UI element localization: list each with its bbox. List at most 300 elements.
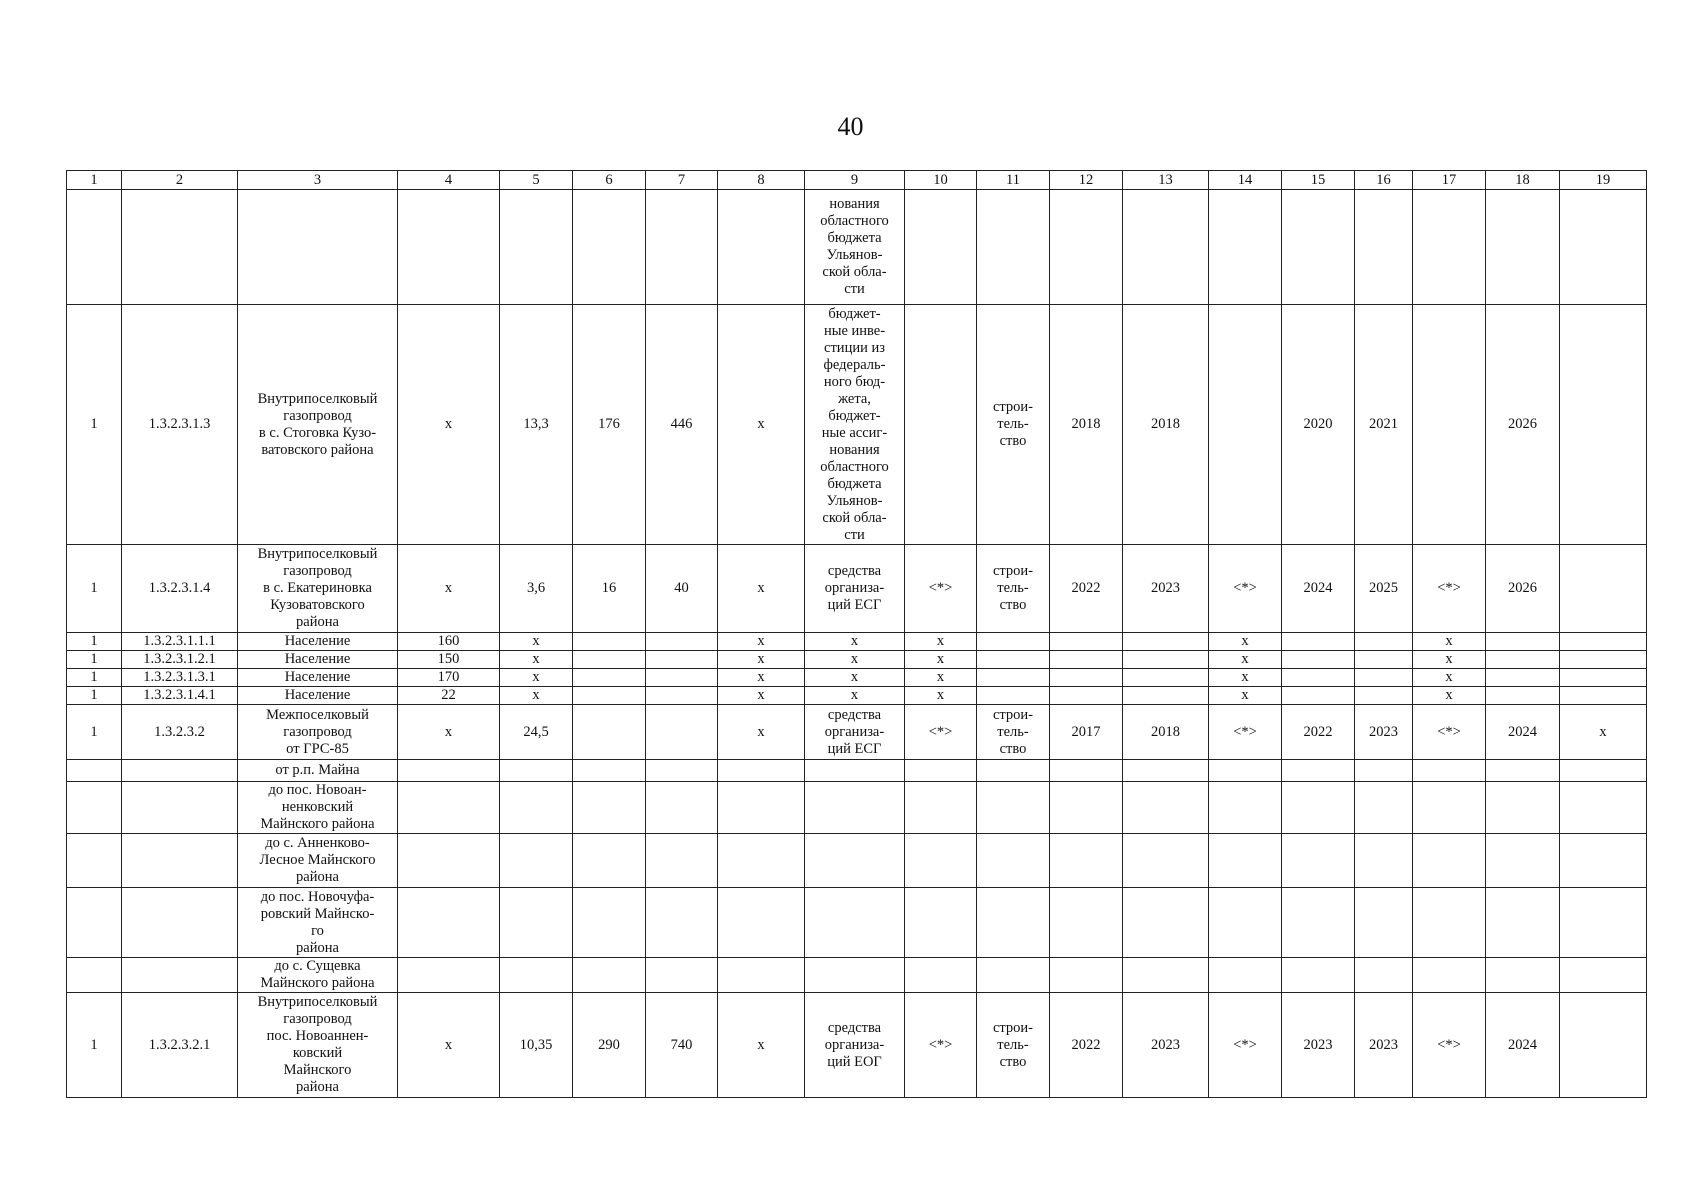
table-cell: [1209, 305, 1282, 545]
table-cell: <*>: [905, 545, 977, 633]
column-header: 19: [1560, 171, 1647, 190]
table-cell: [905, 190, 977, 305]
table-cell: [500, 888, 573, 958]
table-cell: [905, 834, 977, 888]
table-cell: 290: [573, 993, 646, 1098]
table-cell: [1560, 687, 1647, 705]
table-cell: [1355, 958, 1413, 993]
column-header: 9: [805, 171, 905, 190]
table-cell: [646, 834, 718, 888]
table-cell: [977, 888, 1050, 958]
table-cell: 2025: [1355, 545, 1413, 633]
table-cell: <*>: [1413, 705, 1486, 760]
table-cell: [646, 687, 718, 705]
table-cell: [1413, 190, 1486, 305]
table-cell: Население: [238, 651, 398, 669]
table-cell: [573, 687, 646, 705]
table-cell: [1282, 888, 1355, 958]
table-cell: <*>: [1413, 993, 1486, 1098]
table-cell: [122, 782, 238, 834]
table-cell: [1560, 888, 1647, 958]
table-cell: 2024: [1486, 705, 1560, 760]
column-header: 14: [1209, 171, 1282, 190]
table-cell: [1560, 669, 1647, 687]
table-cell: [1050, 669, 1123, 687]
table-cell: средства организа- ций ЕСГ: [805, 705, 905, 760]
table-cell: [1123, 760, 1209, 782]
table-cell: [1413, 888, 1486, 958]
table-cell: [977, 760, 1050, 782]
table-cell: [1123, 834, 1209, 888]
table-cell: [573, 888, 646, 958]
column-header: 6: [573, 171, 646, 190]
table-cell: х: [500, 633, 573, 651]
table-cell: 1: [67, 633, 122, 651]
column-header: 2: [122, 171, 238, 190]
table-cell: 2024: [1486, 993, 1560, 1098]
table-cell: [67, 760, 122, 782]
table-cell: 2022: [1050, 993, 1123, 1098]
table-cell: [1355, 687, 1413, 705]
table-cell: х: [805, 651, 905, 669]
table-cell: [1209, 834, 1282, 888]
table-cell: средства организа- ций ЕОГ: [805, 993, 905, 1098]
table-cell: [977, 651, 1050, 669]
table-cell: [1050, 834, 1123, 888]
table-cell: х: [500, 651, 573, 669]
table-cell: х: [1209, 669, 1282, 687]
table-row: [67, 687, 1647, 705]
table-cell: 1.3.2.3.1.4: [122, 545, 238, 633]
table-cell: строи- тель- ство: [977, 545, 1050, 633]
table-cell: [1355, 651, 1413, 669]
table-cell: Население: [238, 633, 398, 651]
table-cell: 24,5: [500, 705, 573, 760]
table-cell: [805, 782, 905, 834]
table-cell: [905, 888, 977, 958]
table-cell: [1560, 305, 1647, 545]
table-cell: 2022: [1282, 705, 1355, 760]
table-cell: [500, 834, 573, 888]
table-cell: <*>: [905, 993, 977, 1098]
table-cell: [1355, 633, 1413, 651]
table-cell: [805, 888, 905, 958]
table-cell: [1282, 687, 1355, 705]
table-cell: [1050, 958, 1123, 993]
table-cell: строи- тель- ство: [977, 305, 1050, 545]
column-header: 12: [1050, 171, 1123, 190]
column-header: 1: [67, 171, 122, 190]
table-cell: х: [718, 545, 805, 633]
table-cell: 2023: [1123, 993, 1209, 1098]
table-cell: х: [905, 651, 977, 669]
table-cell: [398, 958, 500, 993]
table-cell: [646, 782, 718, 834]
table-cell: х: [1560, 705, 1647, 760]
column-header: 10: [905, 171, 977, 190]
table-cell: [500, 190, 573, 305]
table-cell: [1560, 993, 1647, 1098]
table-cell: 150: [398, 651, 500, 669]
data-table: [66, 170, 1647, 1098]
table-cell: <*>: [905, 705, 977, 760]
table-cell: [646, 705, 718, 760]
table-cell: х: [905, 633, 977, 651]
table-cell: [1486, 687, 1560, 705]
table-cell: [1560, 834, 1647, 888]
table-cell: [1355, 190, 1413, 305]
column-header: 11: [977, 171, 1050, 190]
table-cell: [573, 633, 646, 651]
table-cell: [1560, 651, 1647, 669]
table-cell: [573, 834, 646, 888]
table-cell: до пос. Новочуфа- ровский Майнско- го района: [238, 888, 398, 958]
table-row: [67, 669, 1647, 687]
table-cell: средства организа- ций ЕСГ: [805, 545, 905, 633]
table-cell: 2023: [1282, 993, 1355, 1098]
table-cell: [718, 760, 805, 782]
table-cell: х: [1209, 651, 1282, 669]
table-cell: [805, 760, 905, 782]
table-cell: 13,3: [500, 305, 573, 545]
table-cell: [1050, 190, 1123, 305]
table-cell: [905, 958, 977, 993]
table-cell: [646, 633, 718, 651]
table-cell: Внутрипоселковый газопровод в с. Стоговка Кузо- ватовского района: [238, 305, 398, 545]
table-cell: 3,6: [500, 545, 573, 633]
column-header: 18: [1486, 171, 1560, 190]
table-cell: [500, 958, 573, 993]
table-cell: до с. Сущевка Майнского района: [238, 958, 398, 993]
table-cell: 2023: [1123, 545, 1209, 633]
column-header: 7: [646, 171, 718, 190]
table-cell: 1: [67, 705, 122, 760]
table-cell: х: [718, 669, 805, 687]
table-cell: [1123, 687, 1209, 705]
table-cell: 2024: [1282, 545, 1355, 633]
table-row: [67, 834, 1647, 888]
column-header: 16: [1355, 171, 1413, 190]
table-cell: 2020: [1282, 305, 1355, 545]
table-cell: [1355, 669, 1413, 687]
table-cell: [977, 669, 1050, 687]
table-cell: Межпоселковый газопровод от ГРС-85: [238, 705, 398, 760]
table-cell: 446: [646, 305, 718, 545]
table-cell: [67, 190, 122, 305]
table-cell: до с. Анненково- Лесное Майнского района: [238, 834, 398, 888]
table-cell: [122, 958, 238, 993]
table-cell: 1.3.2.3.2: [122, 705, 238, 760]
table-cell: [905, 305, 977, 545]
table-row: [67, 545, 1647, 633]
table-cell: 16: [573, 545, 646, 633]
table-cell: 2022: [1050, 545, 1123, 633]
table-cell: [977, 633, 1050, 651]
table-cell: 1.3.2.3.1.1.1: [122, 633, 238, 651]
table-row: [67, 705, 1647, 760]
table-cell: [1282, 633, 1355, 651]
table-cell: 740: [646, 993, 718, 1098]
table-cell: [500, 782, 573, 834]
table-cell: х: [805, 669, 905, 687]
table-cell: строи- тель- ство: [977, 993, 1050, 1098]
table-cell: [1413, 834, 1486, 888]
table-cell: х: [500, 687, 573, 705]
table-cell: [67, 958, 122, 993]
table-cell: х: [398, 705, 500, 760]
table-cell: [1123, 888, 1209, 958]
table-cell: [1486, 190, 1560, 305]
table-cell: [977, 782, 1050, 834]
table-cell: 2018: [1123, 305, 1209, 545]
table-cell: [646, 888, 718, 958]
table-cell: [1050, 888, 1123, 958]
table-cell: [122, 760, 238, 782]
table-cell: х: [905, 687, 977, 705]
table-cell: [122, 888, 238, 958]
table-cell: [573, 760, 646, 782]
table-cell: [1123, 190, 1209, 305]
table-cell: х: [718, 633, 805, 651]
table-cell: [1355, 834, 1413, 888]
table-row: [67, 651, 1647, 669]
table-cell: х: [398, 305, 500, 545]
table-cell: [573, 958, 646, 993]
table-cell: [67, 888, 122, 958]
table-cell: х: [718, 993, 805, 1098]
table-cell: х: [718, 705, 805, 760]
table-cell: [1123, 782, 1209, 834]
table-cell: х: [1209, 687, 1282, 705]
table-cell: [1560, 633, 1647, 651]
table-cell: [1050, 687, 1123, 705]
table-cell: [573, 782, 646, 834]
table-cell: [1413, 782, 1486, 834]
table-cell: [398, 834, 500, 888]
table-cell: [67, 834, 122, 888]
table-row: [67, 888, 1647, 958]
table-cell: [1486, 760, 1560, 782]
table-cell: [1486, 669, 1560, 687]
table-cell: 1.3.2.3.1.3.1: [122, 669, 238, 687]
table-cell: 2023: [1355, 993, 1413, 1098]
table-cell: х: [1413, 687, 1486, 705]
table-cell: Население: [238, 669, 398, 687]
table-cell: [718, 190, 805, 305]
table-cell: [1209, 760, 1282, 782]
table-cell: 2026: [1486, 545, 1560, 633]
table-cell: <*>: [1209, 545, 1282, 633]
table-cell: [805, 834, 905, 888]
table-cell: [1560, 782, 1647, 834]
table-cell: 1.3.2.3.1.4.1: [122, 687, 238, 705]
table-cell: бюджет- ные инве- стиции из федераль- ного бюд- жета, бюджет- ные ассиг- нования областного бюджета Ульянов- ской обла- сти: [805, 305, 905, 545]
table-cell: от р.п. Майна: [238, 760, 398, 782]
table-cell: Внутрипоселковый газопровод пос. Новоаннен- ковский Майнского района: [238, 993, 398, 1098]
table-cell: 1.3.2.3.1.2.1: [122, 651, 238, 669]
table-cell: [1050, 782, 1123, 834]
table-cell: [573, 669, 646, 687]
table-cell: х: [718, 687, 805, 705]
table-row: [67, 993, 1647, 1098]
table-cell: [1486, 888, 1560, 958]
table-cell: 2023: [1355, 705, 1413, 760]
table-cell: [1050, 760, 1123, 782]
table-cell: [1282, 782, 1355, 834]
table-cell: [718, 958, 805, 993]
table-cell: х: [500, 669, 573, 687]
table-cell: х: [805, 687, 905, 705]
table-cell: <*>: [1413, 545, 1486, 633]
table-cell: [122, 834, 238, 888]
table-cell: [398, 782, 500, 834]
table-cell: [1560, 190, 1647, 305]
table-cell: [977, 958, 1050, 993]
table-cell: [1413, 958, 1486, 993]
table-cell: [1123, 669, 1209, 687]
table-cell: до пос. Новоан- ненковский Майнского района: [238, 782, 398, 834]
table-cell: строи- тель- ство: [977, 705, 1050, 760]
column-header: 17: [1413, 171, 1486, 190]
table-cell: [905, 760, 977, 782]
table-cell: [718, 782, 805, 834]
table-cell: 22: [398, 687, 500, 705]
column-header: 5: [500, 171, 573, 190]
table-cell: [646, 651, 718, 669]
column-header: 15: [1282, 171, 1355, 190]
table-cell: х: [1413, 669, 1486, 687]
table-cell: [718, 834, 805, 888]
table-cell: [1282, 958, 1355, 993]
table-cell: [718, 888, 805, 958]
table-cell: х: [1209, 633, 1282, 651]
table-cell: [1209, 782, 1282, 834]
table-cell: [905, 782, 977, 834]
table-cell: [238, 190, 398, 305]
table-cell: 170: [398, 669, 500, 687]
table-cell: 1.3.2.3.2.1: [122, 993, 238, 1098]
table-cell: [1560, 760, 1647, 782]
table-cell: [1123, 958, 1209, 993]
table-cell: [1355, 760, 1413, 782]
table-cell: х: [398, 545, 500, 633]
table-cell: [1282, 651, 1355, 669]
table-cell: [1560, 545, 1647, 633]
column-header: 3: [238, 171, 398, 190]
table-cell: х: [718, 305, 805, 545]
table-cell: [1355, 782, 1413, 834]
table-cell: [977, 687, 1050, 705]
table-cell: [1282, 190, 1355, 305]
table-cell: [1282, 834, 1355, 888]
table-cell: [1282, 760, 1355, 782]
table-cell: [1050, 633, 1123, 651]
table-cell: 1: [67, 545, 122, 633]
table-cell: [805, 958, 905, 993]
table-cell: х: [1413, 633, 1486, 651]
table-cell: [1123, 651, 1209, 669]
table-cell: 1: [67, 993, 122, 1098]
table-cell: [398, 888, 500, 958]
table-row: [67, 958, 1647, 993]
table-cell: 40: [646, 545, 718, 633]
table-row: [67, 305, 1647, 545]
table-cell: [1209, 888, 1282, 958]
table-cell: 10,35: [500, 993, 573, 1098]
table-cell: [573, 705, 646, 760]
table-cell: [1486, 834, 1560, 888]
table-cell: 1: [67, 669, 122, 687]
table-cell: [646, 760, 718, 782]
table-cell: <*>: [1209, 993, 1282, 1098]
table-cell: х: [1413, 651, 1486, 669]
page-number: 40: [837, 112, 864, 141]
table-row: [67, 760, 1647, 782]
table-cell: [646, 669, 718, 687]
table-cell: 2026: [1486, 305, 1560, 545]
table-cell: [1050, 651, 1123, 669]
table-cell: [573, 190, 646, 305]
table-cell: [398, 760, 500, 782]
table-cell: 2017: [1050, 705, 1123, 760]
table-cell: 176: [573, 305, 646, 545]
column-header: 8: [718, 171, 805, 190]
table-cell: 160: [398, 633, 500, 651]
table-cell: Население: [238, 687, 398, 705]
table-cell: [1209, 190, 1282, 305]
table-cell: [1209, 958, 1282, 993]
table-cell: [1486, 782, 1560, 834]
table-cell: [1355, 888, 1413, 958]
table-cell: [122, 190, 238, 305]
table-cell: [1486, 633, 1560, 651]
table-row: [67, 190, 1647, 305]
table-cell: х: [718, 651, 805, 669]
table-cell: 2018: [1050, 305, 1123, 545]
table-cell: 2021: [1355, 305, 1413, 545]
table-cell: [977, 190, 1050, 305]
table-cell: Внутрипоселковый газопровод в с. Екатериновка Кузоватовского района: [238, 545, 398, 633]
header-row: [67, 171, 1647, 190]
table-cell: х: [398, 993, 500, 1098]
table-cell: [1486, 958, 1560, 993]
table-cell: х: [905, 669, 977, 687]
table-cell: 2018: [1123, 705, 1209, 760]
table-cell: 1: [67, 305, 122, 545]
table-row: [67, 633, 1647, 651]
table-cell: [1413, 760, 1486, 782]
table-cell: [398, 190, 500, 305]
table-cell: [1560, 958, 1647, 993]
table-cell: [1123, 633, 1209, 651]
table-cell: [1282, 669, 1355, 687]
table-cell: [67, 782, 122, 834]
table-row: [67, 782, 1647, 834]
table-cell: нования областного бюджета Ульянов- ской обла- сти: [805, 190, 905, 305]
table-cell: [1413, 305, 1486, 545]
table-cell: [1486, 651, 1560, 669]
table-cell: [646, 190, 718, 305]
table-cell: [646, 958, 718, 993]
table-cell: 1.3.2.3.1.3: [122, 305, 238, 545]
table-cell: 1: [67, 687, 122, 705]
column-header: 4: [398, 171, 500, 190]
column-header: 13: [1123, 171, 1209, 190]
table-cell: [500, 760, 573, 782]
table-cell: х: [805, 633, 905, 651]
table-cell: [573, 651, 646, 669]
table-cell: <*>: [1209, 705, 1282, 760]
